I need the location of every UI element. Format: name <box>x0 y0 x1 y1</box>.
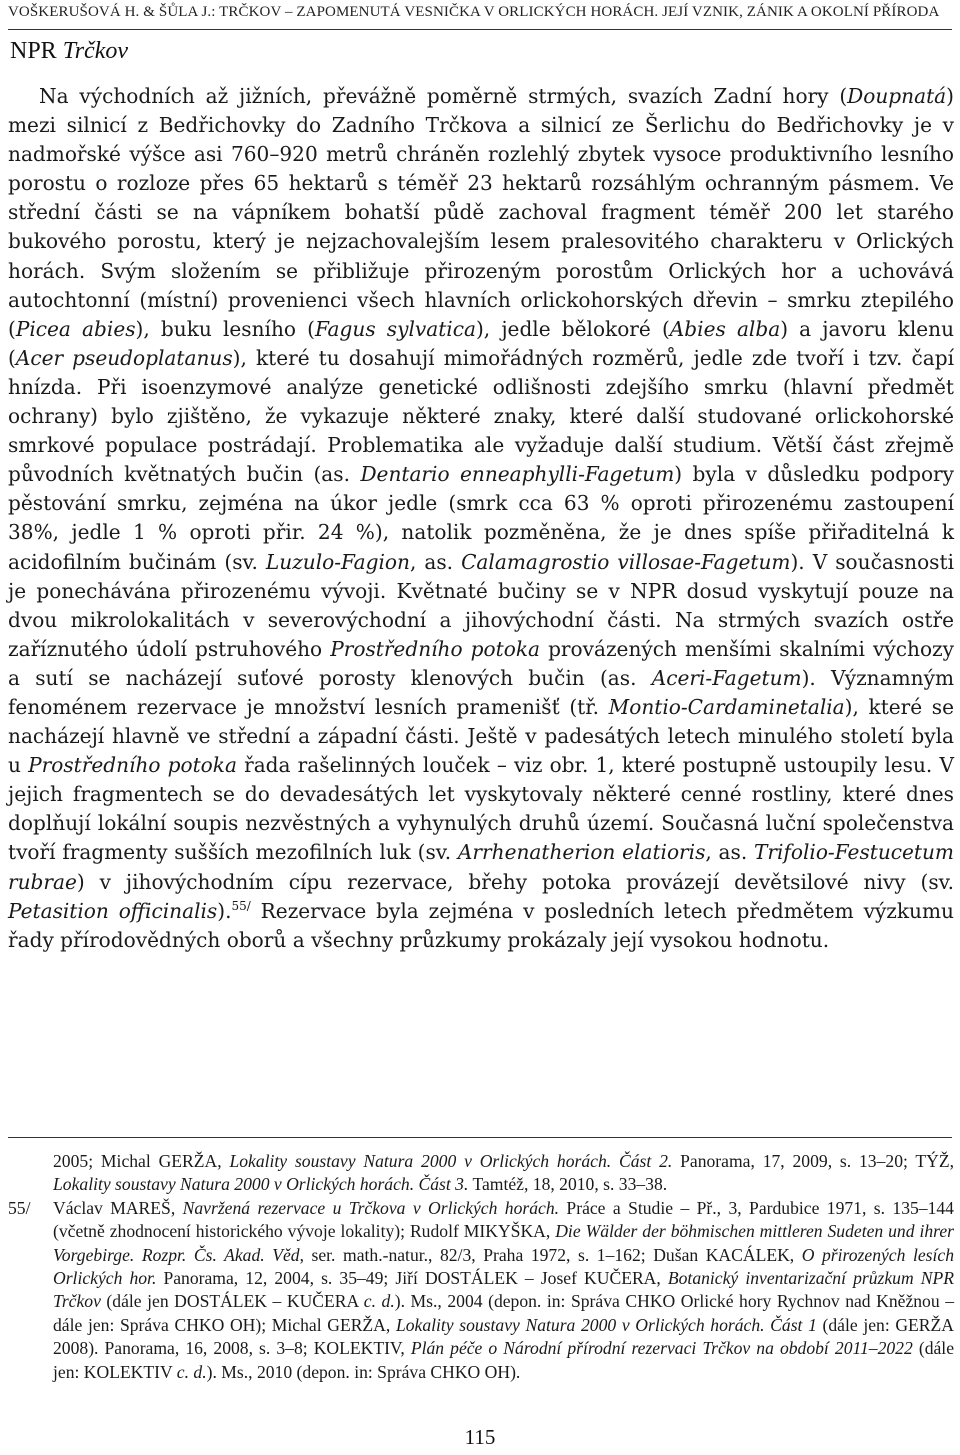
body-paragraph <box>8 82 954 955</box>
text-run: (dále jen DOSTÁLEK – KUČERA <box>100 1291 364 1312</box>
text-run: ), které se nacházejí hlavně ve střední a západní části. Ještě v padesátých letech minulého století byla u <box>8 694 954 778</box>
italic-run: Plán péče o Národní přírodní rezervaci Trčkov na období 2011–2022 <box>410 1338 913 1359</box>
italic-run: Prostředního potoka <box>330 636 540 661</box>
text-run: Na východních až jižních, převážně poměrně strmých, svazích Zadní hory ( <box>39 84 848 108</box>
italic-run: Montio-Cardaminetalia <box>608 694 845 719</box>
text-run: (dále jen: KOLEKTIV <box>53 1338 954 1382</box>
header-rule <box>8 29 952 30</box>
footnote-55 <box>8 1197 954 1384</box>
italic-run: Dentario enneaphylli-Fagetum <box>360 462 675 487</box>
italic-run: c. d. <box>176 1361 207 1382</box>
text-run: 2005; Michal GERŽA, <box>53 1151 230 1171</box>
text-run: ), které tu dosahují mimořádných rozměrů, jedle zde tvoří i tzv. čapí hnízda. Při isoenzymové analýze genetické odlišnosti zdejšího smrku (hlavní předmět ochrany) bylo zjištěno, že vykazuje některé znaky, které další studované orlickohorské smrkové populace postrádají. Problematika ale vyžaduje další studium. Větší část zřejmě původních květnatých bučin (as. <box>8 345 954 487</box>
text-run: Panorama, 17, 2009, s. 13–20; TÝŽ, <box>672 1151 954 1171</box>
text-run: Rezervace byla zejména v posledních letech předmětem výzkumu řady přírodovědných oborů a všechny průzkumy prokázaly její vysokou hodnotu. <box>8 898 954 952</box>
text-run: řada rašelinných louček – viz obr. 1, které postupně ustoupily lesu. V jejich fragmentech se do devadesátých let vyskytovaly některé cenné rostliny, které dnes doplňují lokální soupis nezvěstných a vyhynulých druhů území. Současná luční společenstva tvoří fragmenty sušších mezofilních luk (sv. <box>8 753 954 865</box>
text-run: ), jedle bělokoré ( <box>475 316 670 341</box>
italic-run: Doupnatá <box>847 84 947 108</box>
text-run: ). Ms., 2004 (depon. in: Správa CHKO Orlické hory Rychnov nad Kněžnou – dále jen: Správa CHKO OH); Michal GERŽA, <box>53 1291 954 1335</box>
text-run: Tamtéž, 18, 2010, s. 33–38. <box>468 1174 668 1195</box>
italic-run: Trifolio-Festucetum rubrae <box>8 840 954 894</box>
text-run: (dále jen: GERŽA 2008). Panorama, 16, 2008, s. 3–8; KOLEKTIV, <box>53 1314 954 1359</box>
italic-run: Die Wälder der böhmischen mittleren Sudeten und ihrer Vorgebirge. Rozpr. Čs. Akad. Věd <box>53 1221 955 1265</box>
italic-run: Prostředního potoka <box>28 753 237 778</box>
text-run: ), buku lesního ( <box>135 316 315 341</box>
text-run: Václav MAREŠ, <box>53 1197 183 1218</box>
running-head: VOŠKERUŠOVÁ H. & ŠŮLA J.: TRČKOV – ZAPOMENUTÁ VESNIČKA V ORLICKÝCH HORÁCH. JEJÍ VZNIK, ZÁNIK A OKOLNÍ PŘÍRODA <box>8 4 940 20</box>
italic-run: Arrhenatherion elatioris <box>457 840 706 865</box>
footnote-reference: 55/ <box>231 898 251 913</box>
footnotes <box>8 1150 954 1384</box>
footnote-rule <box>8 1137 952 1138</box>
italic-run: Abies alba <box>669 316 781 341</box>
italic-run: Fagus sylvatica <box>314 316 476 341</box>
text-run: , ser. math.-natur., 82/3, Praha 1972, s. 1–162; Dušan KACÁLEK, <box>299 1244 802 1265</box>
footnote-continuation <box>8 1150 954 1197</box>
italic-run: Lokality soustavy Natura 2000 v Orlických horách. Část 1 <box>395 1314 817 1335</box>
italic-run: c. d. <box>363 1291 395 1312</box>
text-run: , as. <box>409 549 462 574</box>
page-number: 115 <box>464 1425 496 1449</box>
italic-run: Navržená rezervace u Trčkova v Orlických horách. <box>182 1197 560 1218</box>
section-title-name: Trčkov <box>62 38 129 64</box>
italic-run: Lokality soustavy Natura 2000 v Orlických horách. Část 2. <box>229 1151 673 1171</box>
italic-run: Luzulo-Fagion <box>265 549 410 574</box>
text-run: ). <box>217 898 232 923</box>
section-title-prefix: NPR <box>10 38 63 64</box>
italic-run: Petasition officinalis <box>8 898 218 923</box>
text-run: ) byla v důsledku podpory pěstování smrku, zejména na úkor jedle (smrk cca 63 % oproti přirozenému zastoupení 38%, jedle 1 % oproti přir. 24 %), natolik pozměněna, že je dnes spíše přiřaditelná k acidofilním bučinám (sv. <box>8 462 955 574</box>
italic-run: Lokality soustavy Natura 2000 v Orlických horách. Část 3. <box>53 1174 469 1195</box>
text-run: ) a javoru klenu ( <box>8 316 955 370</box>
italic-run: Calamagrostio villosae-Fagetum <box>461 549 791 574</box>
italic-run: Acer pseudoplatanus <box>15 345 233 370</box>
text-run: ). Významným fenoménem rezervace je množství lesních pramenišť (tř. <box>8 665 954 719</box>
italic-run: Botanický inventarizační průzkum NPR Trčkov <box>53 1268 955 1312</box>
text-run: Panorama, 12, 2004, s. 35–49; Jiří DOSTÁLEK – Josef KUČERA, <box>156 1268 668 1289</box>
text-run: Práce a Studie – Př., 3, Pardubice 1971, s. 135–144 (včetně zhodnocení historického vývoje lokality); Rudolf MIKYŠKA, <box>53 1197 954 1242</box>
italic-run: Picea abies <box>15 316 136 341</box>
italic-run: Aceri-Fagetum <box>651 665 802 690</box>
italic-run: O přirozených lesích Orlických hor. <box>53 1244 954 1289</box>
text-run: ) v jihovýchodním cípu rezervace, břehy potoka provázejí devětsilové nivy (sv. <box>76 869 954 894</box>
section-title <box>10 38 128 65</box>
text-run: ). Ms., 2010 (depon. in: Správa CHKO OH). <box>206 1361 521 1382</box>
footnote-number: 55/ <box>8 1197 31 1218</box>
text-run: provázených menšími skalními výchozy a sutí se nacházejí suťové porosty klenových bučin (as. <box>8 636 954 690</box>
text-run: , as. <box>705 840 754 865</box>
text-run: ) mezi silnicí z Bedřichovky do Zadního Trčkova a silnicí ze Šerlichu do Bedřichovky je v nadmořské výšce asi 760–920 metrů chráněn rozlehlý zbytek vysoce produktivního lesního porostu o rozloze přes 65 hektarů s téměř 23 hektarů rozsáhlým ochranným pásmem. Ve střední části se na vápníkem bohatší půdě zachoval fragment téměř 200 let starého bukového porostu, který je nejzachovalejším lesem pralesovitého charakteru v Orlických horách. Svým složením se přibližuje přirozeným porostům Orlických hor a uchovává autochtonní (místní) provenienci všech hlavních orlickohorských dřevin – smrku ztepilého ( <box>8 84 954 341</box>
footnote-text <box>53 1197 954 1384</box>
text-run: ). V současnosti je ponechávána přirozenému vývoji. Květnaté bučiny se v NPR dosud vyskytují pouze na dvou mikrolokalitách v severovýchodní a jihovýchodní části. Na strmých svazích ostře zaříznutého údolí pstruhového <box>8 549 954 661</box>
